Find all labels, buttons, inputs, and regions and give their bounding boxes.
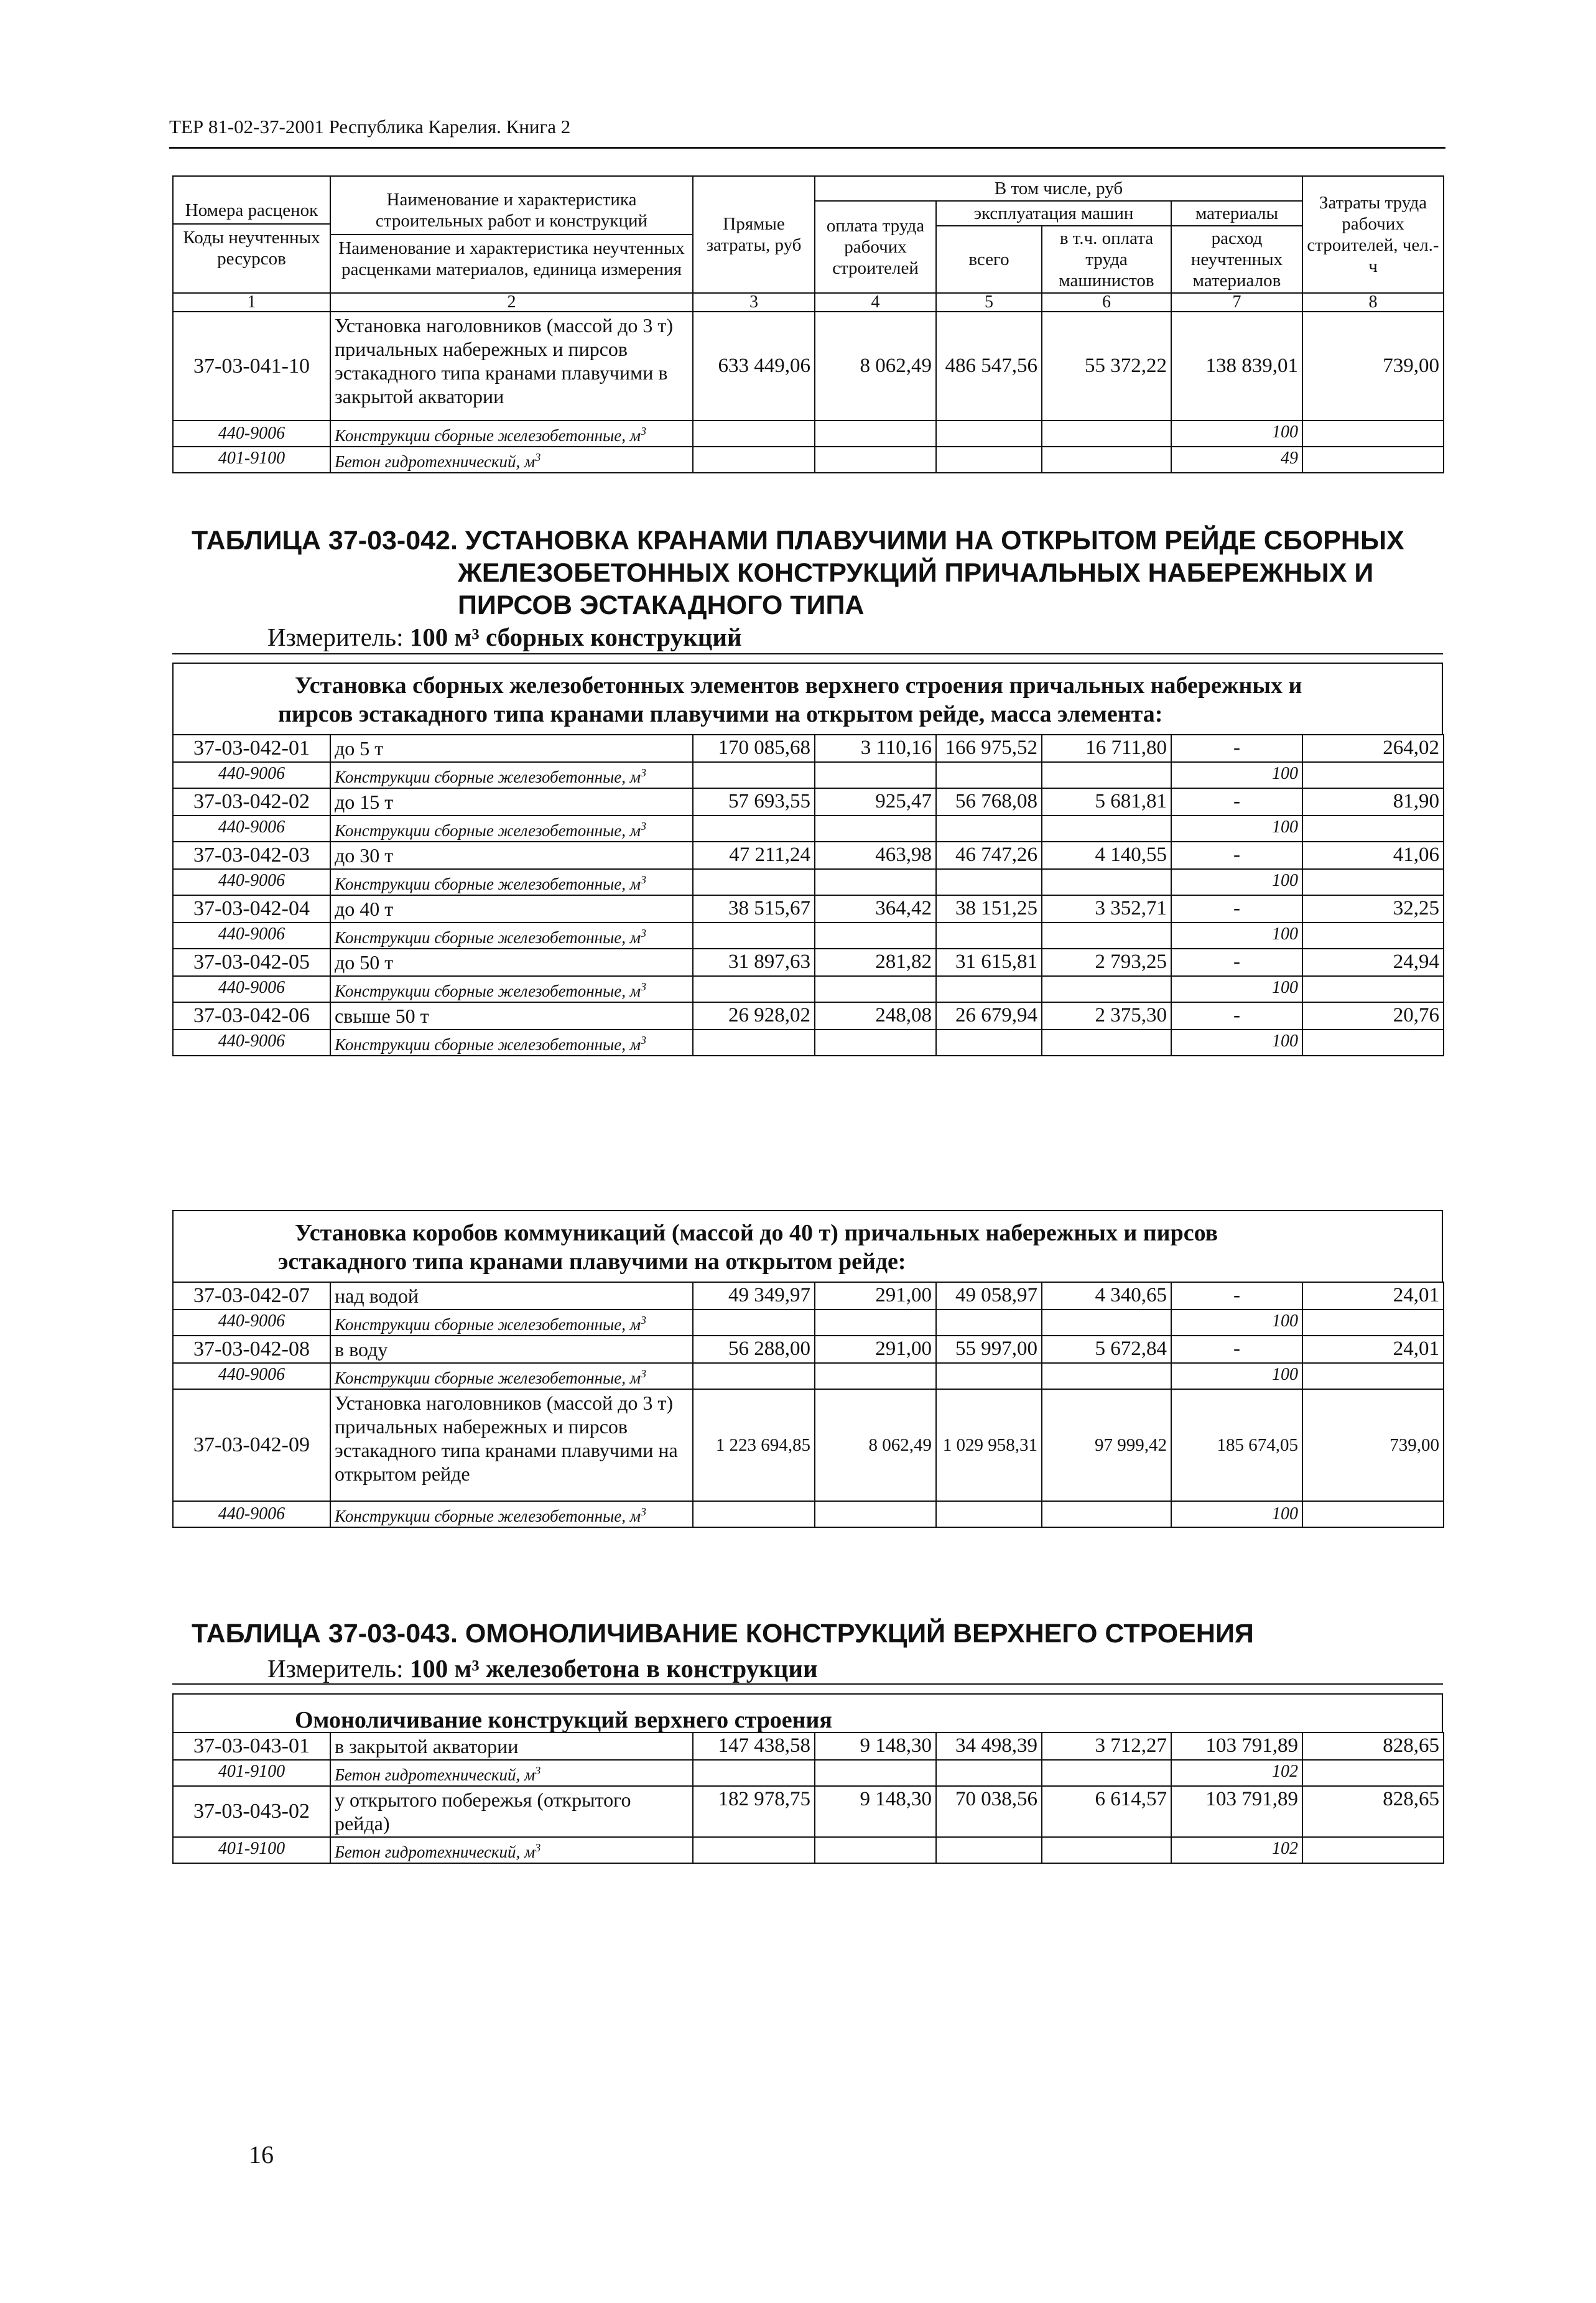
resource-name: [330, 976, 693, 1002]
cell-direct: 170 085,68: [693, 735, 815, 762]
empty-cell: [693, 1030, 815, 1056]
header-rule: [169, 147, 1445, 149]
cell-direct: 38 515,67: [693, 895, 815, 923]
empty-cell: [1302, 762, 1444, 788]
cell-code: 37-03-042-08: [173, 1336, 330, 1363]
cell-direct: 49 349,97: [693, 1282, 815, 1310]
cell-mat: -: [1171, 1002, 1302, 1030]
empty-cell: [1302, 1837, 1444, 1863]
table-row: 37-03-041-10 Установка наголовников (массой до 3 т) причальных набережных и пирсов эстакадного типа кранами плавучими в закрытой акватории 633 449,06 8 062,49 486 547,56 55 372,22 138 839,01 739,00: [173, 312, 1444, 421]
empty-cell: [815, 762, 936, 788]
resource-name-text: Конструкции сборные железобетонные, м: [335, 982, 641, 1000]
empty-cell: [936, 1760, 1042, 1786]
cell-hours: 24,01: [1302, 1282, 1444, 1310]
cell-hours: 828,65: [1302, 1786, 1444, 1837]
cell-name: над водой: [330, 1282, 693, 1310]
empty-cell: [815, 1363, 936, 1389]
resource-code: 440-9006: [173, 816, 330, 842]
cell-mach: 49 058,97: [936, 1282, 1042, 1310]
col-number: 7: [1171, 293, 1302, 312]
cell-mach-labor: 2 793,25: [1042, 949, 1171, 976]
cell-mach-labor: 16 711,80: [1042, 735, 1171, 762]
col-header-machines: эксплуатация машин: [936, 201, 1171, 226]
empty-cell: [815, 923, 936, 949]
cell-mach: 56 768,08: [936, 788, 1042, 816]
cell-mat: -: [1171, 842, 1302, 869]
resource-code: 440-9006: [173, 1030, 330, 1056]
cell-hours: 81,90: [1302, 788, 1444, 816]
table-row: [173, 1002, 1444, 1030]
empty-cell: [815, 816, 936, 842]
cell-labor: 291,00: [815, 1336, 936, 1363]
cell-code: 37-03-042-03: [173, 842, 330, 869]
resource-name: [330, 1310, 693, 1336]
cell-code: 37-03-042-05: [173, 949, 330, 976]
cell-code: 37-03-042-02: [173, 788, 330, 816]
empty-cell: [693, 1310, 815, 1336]
cell-mach: 26 679,94: [936, 1002, 1042, 1030]
cell-name: у открытого побережья (открытого рейда): [330, 1786, 693, 1837]
col-header-in-total: В том числе, руб: [815, 176, 1302, 201]
resource-qty: 100: [1171, 1310, 1302, 1336]
resource-name-text: Конструкции сборные железобетонные, м: [335, 928, 641, 947]
cell-hours: 24,94: [1302, 949, 1444, 976]
cell-mach: 166 975,52: [936, 735, 1042, 762]
resource-name-text: Бетон гидротехнический, м: [335, 1766, 536, 1784]
cell-mach-labor: 6 614,57: [1042, 1786, 1171, 1837]
empty-cell: [693, 1363, 815, 1389]
cell-mach-labor: 3 712,27: [1042, 1733, 1171, 1760]
cell-mat: -: [1171, 895, 1302, 923]
resource-code: 440-9006: [173, 923, 330, 949]
resource-row: [173, 1837, 1444, 1863]
empty-cell: [1042, 923, 1171, 949]
running-header: ТЕР 81-02-37-2001 Республика Карелия. Книга 2: [169, 116, 571, 137]
table-row: [173, 735, 1444, 762]
cell-labor: 364,42: [815, 895, 936, 923]
cell-code: 37-03-042-07: [173, 1282, 330, 1310]
col-number: 1: [173, 293, 330, 312]
meter-rule: [172, 653, 1443, 654]
empty-cell: [693, 869, 815, 895]
cell-mach-labor: 4 140,55: [1042, 842, 1171, 869]
resource-name-text: Конструкции сборные железобетонные, м: [335, 875, 641, 893]
cell-hours: 24,01: [1302, 1336, 1444, 1363]
col-number: 4: [815, 293, 936, 312]
cell-direct: 56 288,00: [693, 1336, 815, 1363]
unit-superscript: 3: [641, 820, 647, 832]
resource-qty: 100: [1171, 762, 1302, 788]
resource-code: 401-9100: [173, 1837, 330, 1863]
empty-cell: [1302, 923, 1444, 949]
resource-row: [173, 816, 1444, 842]
rates-table-42b: [172, 1282, 1444, 1528]
empty-cell: [936, 762, 1042, 788]
cell-mach: 34 498,39: [936, 1733, 1042, 1760]
resource-row: [173, 762, 1444, 788]
empty-cell: [815, 1310, 936, 1336]
resource-row: 440-9006 Конструкции сборные железобетонные, $м^3$ 100: [173, 421, 1444, 447]
resource-row: [173, 869, 1444, 895]
resource-name: [330, 923, 693, 949]
cell-direct: 47 211,24: [693, 842, 815, 869]
resource-row: [173, 976, 1444, 1002]
table-row: [173, 842, 1444, 869]
empty-cell: [693, 762, 815, 788]
col-number: 2: [330, 293, 693, 312]
resource-name: [330, 869, 693, 895]
empty-cell: [936, 869, 1042, 895]
rates-table-42: [172, 734, 1444, 1056]
unit-superscript: 3: [641, 1367, 647, 1380]
resource-name-text: Конструкции сборные железобетонные, м: [335, 821, 641, 840]
cell-code: 37-03-043-01: [173, 1733, 330, 1760]
cell-name: до 5 т: [330, 735, 693, 762]
resource-name: [330, 816, 693, 842]
unit-superscript: 3: [535, 1764, 541, 1777]
unit-superscript: 3: [641, 1314, 647, 1326]
table-row: [173, 1733, 1444, 1760]
col-header-names: Наименование и характеристика строительных работ и конструкций Наименование и характеристика неучтенных расценками материалов, единица измерения: [330, 176, 693, 293]
cell-labor: 9 148,30: [815, 1733, 936, 1760]
cell-mat: -: [1171, 1336, 1302, 1363]
resource-name-text: Конструкции сборные железобетонные, м: [335, 1315, 641, 1334]
cell-hours: 32,25: [1302, 895, 1444, 923]
empty-cell: [693, 976, 815, 1002]
resource-code: 440-9006: [173, 1310, 330, 1336]
cell-direct: 57 693,55: [693, 788, 815, 816]
cell-hours: 828,65: [1302, 1733, 1444, 1760]
section-heading: Омоноличивание конструкций верхнего строения: [172, 1693, 1443, 1732]
col-number: 3: [693, 293, 815, 312]
empty-cell: [936, 1363, 1042, 1389]
resource-row: [173, 1030, 1444, 1056]
page-number: 16: [249, 2141, 274, 2169]
cell-code: 37-03-042-04: [173, 895, 330, 923]
empty-cell: [936, 923, 1042, 949]
section-heading: Установка коробов коммуникаций (массой до 40 т) причальных набережных и пирсов эстакадного типа кранами плавучими на открытом рейде:: [172, 1210, 1443, 1282]
col-number: 6: [1042, 293, 1171, 312]
empty-cell: [1042, 816, 1171, 842]
empty-cell: [936, 1030, 1042, 1056]
table-row: [173, 1786, 1444, 1837]
resource-row: 440-9006 Конструкции сборные железобетонные, $м^3$ 100: [173, 1501, 1444, 1527]
meter-rule: [172, 1683, 1443, 1685]
table-42-meter: Измеритель: 100 м³ сборных конструкций: [267, 623, 742, 651]
cell-mach: 31 615,81: [936, 949, 1042, 976]
resource-code: 440-9006: [173, 869, 330, 895]
empty-cell: [693, 1837, 815, 1863]
table-43-title: ТАБЛИЦА 37-03-043. ОМОНОЛИЧИВАНИЕ КОНСТРУКЦИЙ ВЕРХНЕГО СТРОЕНИЯ: [192, 1619, 1254, 1649]
empty-cell: [815, 1030, 936, 1056]
cell-mach-labor: 2 375,30: [1042, 1002, 1171, 1030]
rates-table-43: [172, 1732, 1444, 1864]
col-header-mach-total: всего: [936, 226, 1042, 293]
col-header-labor: оплата труда рабочих строителей: [815, 201, 936, 293]
col-header-materials: материалы: [1171, 201, 1302, 226]
resource-code: 440-9006: [173, 976, 330, 1002]
empty-cell: [815, 976, 936, 1002]
cell-mach: 46 747,26: [936, 842, 1042, 869]
col-header-mat-use: расход неучтенных материалов: [1171, 226, 1302, 293]
cell-hours: 264,02: [1302, 735, 1444, 762]
empty-cell: [1042, 869, 1171, 895]
cell-mach-labor: 3 352,71: [1042, 895, 1171, 923]
table-row: [173, 788, 1444, 816]
empty-cell: [936, 1310, 1042, 1336]
cell-labor: 281,82: [815, 949, 936, 976]
resource-row: [173, 1760, 1444, 1786]
empty-cell: [936, 816, 1042, 842]
cell-hours: 20,76: [1302, 1002, 1444, 1030]
resource-qty: 100: [1171, 976, 1302, 1002]
resource-row: 401-9100 Бетон гидротехнический, $м^3$ 49: [173, 447, 1444, 473]
resource-row: [173, 1363, 1444, 1389]
resource-qty: 100: [1171, 1030, 1302, 1056]
cell-direct: 31 897,63: [693, 949, 815, 976]
cell-mat: 103 791,89: [1171, 1786, 1302, 1837]
empty-cell: [693, 1760, 815, 1786]
cell-labor: 291,00: [815, 1282, 936, 1310]
empty-cell: [1042, 1760, 1171, 1786]
empty-cell: [1302, 1363, 1444, 1389]
cell-labor: 463,98: [815, 842, 936, 869]
empty-cell: [1302, 1030, 1444, 1056]
cell-mach-labor: 5 672,84: [1042, 1336, 1171, 1363]
table-row: [173, 1282, 1444, 1310]
rates-table-top: [172, 175, 1444, 473]
cell-direct: 182 978,75: [693, 1786, 815, 1837]
cell-name: до 15 т: [330, 788, 693, 816]
cell-mach: 70 038,56: [936, 1786, 1042, 1837]
resource-row: [173, 1310, 1444, 1336]
resource-qty: 100: [1171, 869, 1302, 895]
table-43-meter: Измеритель: 100 м³ железобетона в конструкции: [267, 1654, 818, 1683]
resource-name: [330, 762, 693, 788]
resource-name-text: Бетон гидротехнический, м: [335, 1843, 536, 1861]
resource-qty: 100: [1171, 923, 1302, 949]
cell-mat: -: [1171, 949, 1302, 976]
resource-name-text: Конструкции сборные железобетонные, м: [335, 1369, 641, 1387]
resource-qty: 102: [1171, 1760, 1302, 1786]
cell-mach-labor: 5 681,81: [1042, 788, 1171, 816]
unit-superscript: 3: [641, 980, 647, 993]
cell-name: до 30 т: [330, 842, 693, 869]
empty-cell: [936, 976, 1042, 1002]
resource-code: 440-9006: [173, 762, 330, 788]
empty-cell: [1042, 1837, 1171, 1863]
empty-cell: [936, 1837, 1042, 1863]
col-header-hours: Затраты труда рабочих строителей, чел.-ч: [1302, 176, 1444, 293]
resource-code: 401-9100: [173, 1760, 330, 1786]
resource-name: [330, 1030, 693, 1056]
resource-qty: 102: [1171, 1837, 1302, 1863]
unit-superscript: 3: [641, 927, 647, 939]
cell-code: 37-03-043-02: [173, 1786, 330, 1837]
unit-superscript: 3: [535, 1841, 541, 1854]
empty-cell: [1302, 1310, 1444, 1336]
empty-cell: [1302, 976, 1444, 1002]
table-42-title: ТАБЛИЦА 37-03-042. УСТАНОВКА КРАНАМИ ПЛАВУЧИМИ НА ОТКРЫТОМ РЕЙДЕ СБОРНЫХ ЖЕЛЕЗОБЕТОННЫХ КОНСТРУКЦИЙ ПРИЧАЛЬНЫХ НАБЕРЕЖНЫХ И ПИРСОВ ЭСТАКАДНОГО ТИПА: [192, 526, 1404, 620]
empty-cell: [693, 816, 815, 842]
cell-direct: 147 438,58: [693, 1733, 815, 1760]
resource-row: [173, 923, 1444, 949]
empty-cell: [1302, 1760, 1444, 1786]
resource-code: 440-9006: [173, 1363, 330, 1389]
cell-labor: 925,47: [815, 788, 936, 816]
section-heading: Установка сборных железобетонных элементов верхнего строения причальных набережных и пирсов эстакадного типа кранами плавучими на открытом рейде, масса элемента:: [172, 663, 1443, 734]
cell-labor: 9 148,30: [815, 1786, 936, 1837]
cell-code: 37-03-042-06: [173, 1002, 330, 1030]
cell-mach-labor: 4 340,65: [1042, 1282, 1171, 1310]
cell-hours: 41,06: [1302, 842, 1444, 869]
cell-mach: 38 151,25: [936, 895, 1042, 923]
empty-cell: [1042, 1030, 1171, 1056]
cell-name: в закрытой акватории: [330, 1733, 693, 1760]
cell-name: до 40 т: [330, 895, 693, 923]
empty-cell: [1302, 869, 1444, 895]
col-header-mach-labor: в т.ч. оплата труда машинистов: [1042, 226, 1171, 293]
unit-superscript: 3: [641, 873, 647, 886]
empty-cell: [1042, 1363, 1171, 1389]
cell-labor: 3 110,16: [815, 735, 936, 762]
empty-cell: [1042, 762, 1171, 788]
unit-superscript: 3: [641, 766, 647, 779]
resource-qty: 100: [1171, 816, 1302, 842]
cell-direct: 26 928,02: [693, 1002, 815, 1030]
cell-mat: 103 791,89: [1171, 1733, 1302, 1760]
resource-name: [330, 1363, 693, 1389]
empty-cell: [693, 923, 815, 949]
col-number: 5: [936, 293, 1042, 312]
empty-cell: [1042, 1310, 1171, 1336]
cell-mat: -: [1171, 788, 1302, 816]
cell-name: в воду: [330, 1336, 693, 1363]
empty-cell: [1302, 816, 1444, 842]
unit-superscript: 3: [641, 1034, 647, 1046]
cell-code: 37-03-042-01: [173, 735, 330, 762]
table-row: [173, 895, 1444, 923]
table-row: [173, 949, 1444, 976]
cell-name: свыше 50 т: [330, 1002, 693, 1030]
cell-mat: -: [1171, 735, 1302, 762]
resource-name-text: Конструкции сборные железобетонные, м: [335, 1035, 641, 1054]
cell-labor: 248,08: [815, 1002, 936, 1030]
resource-name: [330, 1760, 693, 1786]
col-number: 8: [1302, 293, 1444, 312]
cell-name: до 50 т: [330, 949, 693, 976]
empty-cell: [815, 869, 936, 895]
table-row: 37-03-042-09 Установка наголовников (массой до 3 т) причальных набережных и пирсов эстакадного типа кранами плавучими на открытом рейде 1 223 694,85 8 062,49 1 029 958,31 97 999,42 185 674,05 739,00: [173, 1389, 1444, 1501]
resource-name: [330, 1837, 693, 1863]
resource-name-text: Конструкции сборные железобетонные, м: [335, 768, 641, 786]
resource-qty: 100: [1171, 1363, 1302, 1389]
table-row: [173, 1336, 1444, 1363]
col-header-direct: Прямые затраты, руб: [693, 176, 815, 293]
empty-cell: [1042, 976, 1171, 1002]
cell-mat: -: [1171, 1282, 1302, 1310]
empty-cell: [815, 1760, 936, 1786]
empty-cell: [815, 1837, 936, 1863]
cell-mach: 55 997,00: [936, 1336, 1042, 1363]
col-header-codes: Номера расценок Коды неучтенных ресурсов: [173, 176, 330, 293]
